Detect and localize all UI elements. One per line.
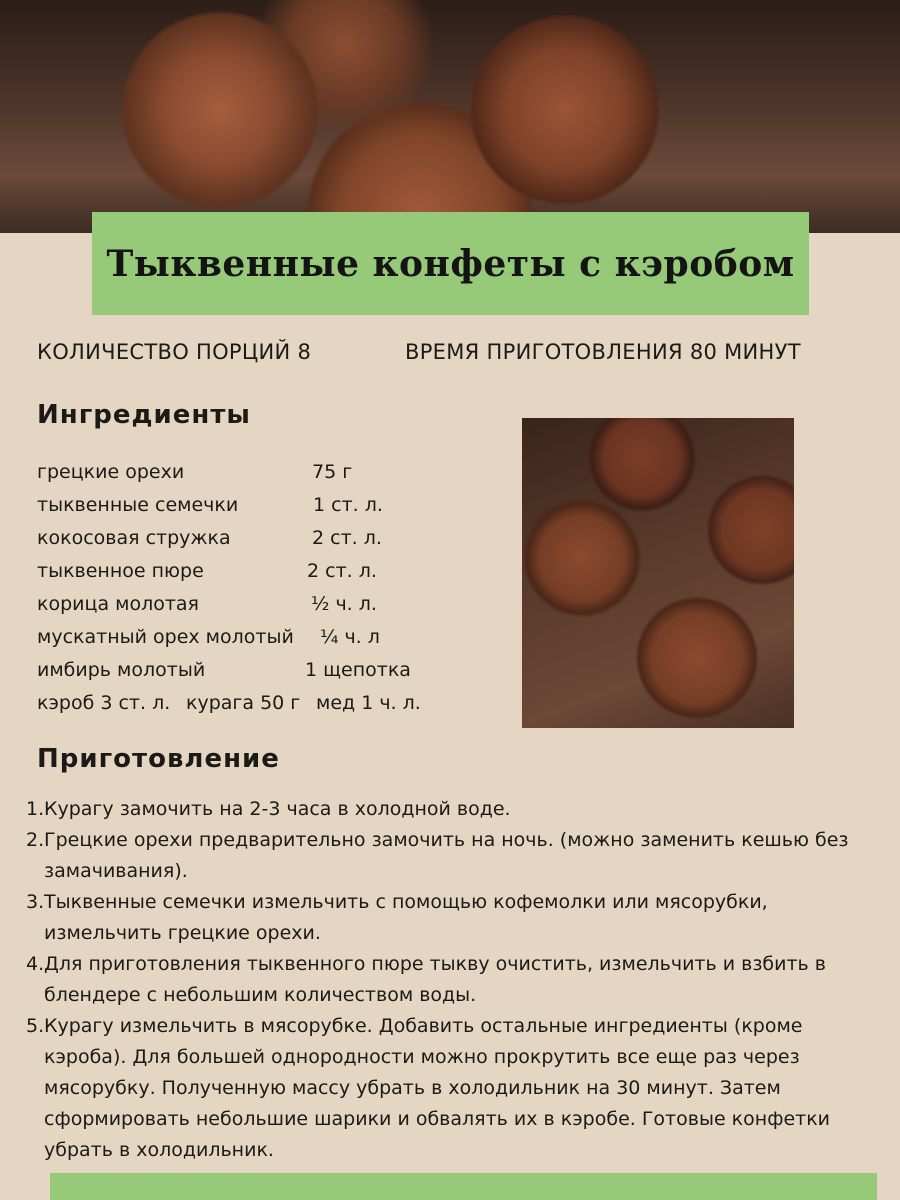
truffles-photo [522,418,794,728]
step-item [26,794,876,825]
preparation-steps [26,794,876,1166]
ingredient-apricots: курага 50 г [186,692,301,714]
servings-count: КОЛИЧЕСТВО ПОРЦИЙ 8 [37,340,312,364]
ingredient-name: кокосовая стружка [37,527,231,549]
ingredient-carob: кэроб 3 ст. л. [37,692,171,714]
step-item [26,887,876,949]
step-text: Грецкие орехи предварительно замочить на ночь. (можно заменить кешью без замачивания). [44,829,849,882]
ingredient-row-combined [37,687,497,720]
step-item [26,825,876,887]
step-text: Тыквенные семечки измельчить с помощью кофемолки или мясорубки, измельчить грецкие орехи. [44,891,768,944]
ingredient-qty: 1 ст. л. [313,494,383,516]
step-text: Курагу замочить на 2-3 часа в холодной воде. [44,798,511,820]
ingredient-row [37,621,497,654]
ingredient-honey: мед 1 ч. л. [316,692,421,714]
ingredient-row [37,555,497,588]
ingredient-name: грецкие орехи [37,461,185,483]
step-item [26,949,876,1011]
ingredient-row [37,489,497,522]
ingredient-row [37,522,497,555]
step-number: 1. [26,798,45,820]
preparation-heading: Приготовление [37,744,280,774]
ingredient-qty: 2 ст. л. [312,527,382,549]
ingredient-qty: ½ ч. л. [311,593,377,615]
ingredient-row [37,588,497,621]
footer-bar [50,1173,877,1200]
step-number: 5. [26,1015,45,1037]
step-number: 4. [26,953,45,975]
ingredients-list [37,456,497,720]
ingredients-heading: Ингредиенты [37,400,251,430]
step-text: Курагу измельчить в мясорубке. Добавить остальные ингредиенты (кроме кэроба). Для большей однородности можно прокрутить все еще раз через мясорубку. Полученную массу убрать в холодильник на 30 минут. Затем сформировать небольшие шарики и обвалять их в кэробе. Готовые конфетки убрать в холодильник. [44,1015,831,1161]
ingredient-qty: 1 щепотка [305,659,411,681]
ingredient-name: корица молотая [37,593,199,615]
ingredient-qty: 2 ст. л. [307,560,377,582]
ingredient-qty: 75 г [312,461,353,483]
ingredient-qty: ¼ ч. л [320,626,380,648]
step-item [26,1011,876,1166]
ingredient-row [37,654,497,687]
hero-photo-truffles [0,0,900,233]
ingredient-row [37,456,497,489]
recipe-title: Тыквенные конфеты с кэробом [106,242,795,285]
ingredient-name: имбирь молотый [37,659,206,681]
step-number: 2. [26,829,45,851]
step-number: 3. [26,891,45,913]
ingredient-name: мускатный орех молотый [37,626,294,648]
title-banner [92,212,809,315]
cooking-time: ВРЕМЯ ПРИГОТОВЛЕНИЯ 80 МИНУТ [405,340,801,364]
ingredient-name: тыквенные семечки [37,494,239,516]
ingredient-name: тыквенное пюре [37,560,204,582]
step-text: Для приготовления тыквенного пюре тыкву очистить, измельчить и взбить в блендере с небольшим количеством воды. [44,953,826,1006]
